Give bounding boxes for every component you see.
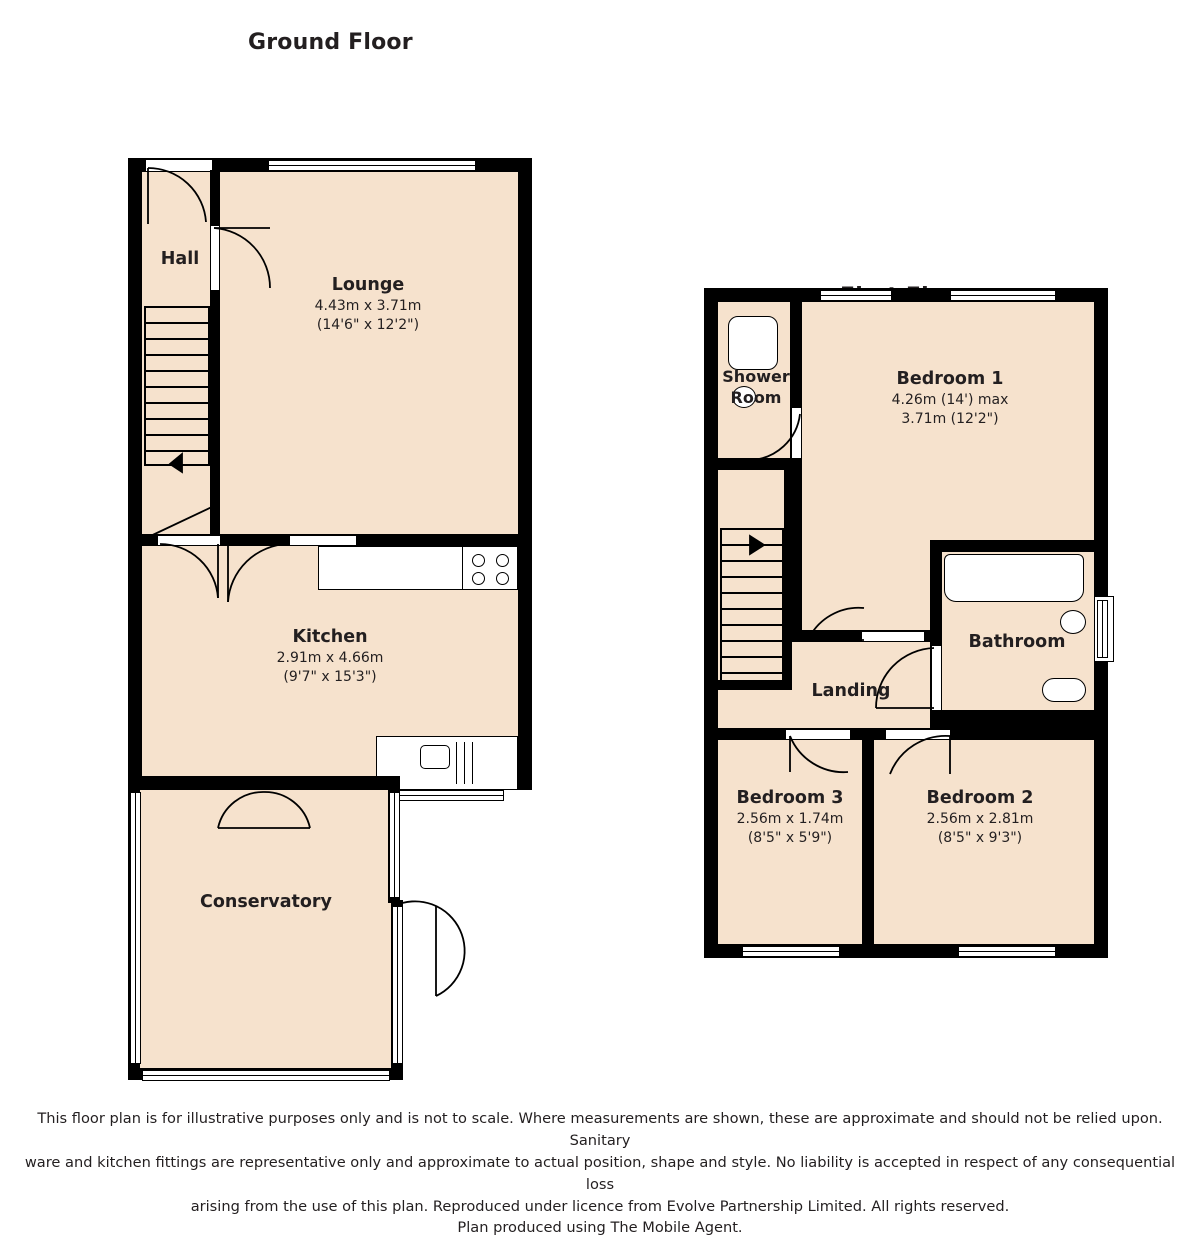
hall-splay — [140, 466, 216, 542]
lounge-name: Lounge — [331, 275, 405, 295]
bedroom3-dim-imperial: (8'5" x 5'9") — [747, 829, 833, 846]
lounge-kitchen-door-swing — [224, 542, 290, 604]
bedroom2-dim-imperial: (8'5" x 9'3") — [937, 829, 1023, 846]
bedroom1-door-swing — [806, 606, 868, 642]
shower-room-door-swing — [746, 412, 802, 462]
conservatory-exterior-door-swing — [392, 904, 444, 1000]
bedroom2-window — [958, 946, 1056, 957]
lounge-front-window — [268, 160, 476, 171]
shower-room-label — [702, 366, 810, 408]
kitchen-dim-metric: 2.91m x 4.66m — [276, 650, 384, 667]
bathroom-label — [942, 631, 1092, 654]
disclaimer-line-4: Plan produced using The Mobile Agent. — [457, 1219, 743, 1237]
bedroom2-top-wall — [930, 716, 1106, 728]
front-door-swing — [146, 166, 216, 226]
shower-room-name-line2: Room — [730, 388, 782, 408]
bath-tub — [944, 554, 1084, 602]
lounge-label — [248, 274, 488, 334]
stairwell-bottom-wall — [718, 680, 792, 690]
bedroom3-dim-metric: 2.56m x 1.74m — [736, 811, 844, 828]
conservatory-top-left — [128, 776, 220, 790]
bedroom3-label — [710, 787, 870, 847]
bedroom1-door-gap — [862, 632, 924, 641]
kitchen-drainer-2 — [464, 742, 465, 784]
hob-ring-3 — [472, 572, 485, 585]
bedroom1-name: Bedroom 1 — [896, 369, 1004, 389]
kitchen-rear-window — [396, 790, 504, 801]
shower-room-name-line1: Shower — [722, 367, 790, 386]
bathroom-window — [1097, 600, 1108, 658]
ff-wall-right-lower — [1094, 660, 1108, 958]
conservatory-name: Conservatory — [200, 892, 332, 912]
kitchen-label — [210, 626, 450, 686]
lounge-dim-imperial: (14'6" x 12'2") — [316, 316, 420, 333]
hob-ring-1 — [472, 554, 485, 567]
kitchen-hob — [462, 546, 518, 590]
bathroom-name: Bathroom — [968, 632, 1066, 652]
kitchen-sink — [420, 745, 450, 769]
hall-name: Hall — [160, 249, 200, 269]
kitchen-door-gap-b — [290, 536, 356, 545]
bedroom3-name: Bedroom 3 — [736, 788, 844, 808]
disclaimer-line-3: arising from the use of this plan. Reproduced under licence from Evolve Partnership Limited. All rights reserved. — [190, 1197, 1010, 1215]
bedroom3-window — [742, 946, 840, 957]
bathroom-top-wall — [930, 540, 1106, 552]
conservatory-window-right-upper — [389, 792, 400, 898]
kitchen-dim-imperial: (9'7" x 15'3") — [283, 668, 377, 685]
bedroom1-window-left — [820, 290, 892, 301]
hob-ring-2 — [496, 554, 509, 567]
bedroom2-label — [900, 787, 1060, 847]
disclaimer-line-1: This floor plan is for illustrative purposes only and is not to scale. Where measurements are shown, these are approximate and should not be relied upon. Sanitary — [37, 1110, 1163, 1149]
ground-floor-title: Ground Floor — [248, 30, 413, 55]
disclaimer-line-2: ware and kitchen fittings are representative only and approximate to actual position, shape and style. No liability is accepted in respect of any consequential loss — [24, 1153, 1176, 1193]
ground-floor-staircase — [144, 306, 210, 466]
disclaimer-text — [0, 1108, 1200, 1239]
bedroom1-dim-metric: 4.26m (14') max — [891, 392, 1009, 409]
kitchen-drainer-3 — [472, 742, 473, 784]
landing-name: Landing — [811, 681, 891, 701]
hob-ring-4 — [496, 572, 509, 585]
conservatory-label — [146, 891, 386, 914]
conservatory-window-bottom — [142, 1070, 390, 1081]
gf-wall-right — [518, 158, 532, 790]
bedroom1-window-right — [950, 290, 1056, 301]
hall-label — [135, 248, 225, 271]
bedroom2-door-swing — [886, 734, 952, 776]
kitchen-conservatory-door-swing — [216, 790, 312, 832]
kitchen-drainer-1 — [456, 742, 457, 784]
hall-kitchen-door-swing — [158, 542, 222, 602]
conservatory-top-right — [308, 776, 400, 790]
bedroom2-name: Bedroom 2 — [926, 788, 1034, 808]
conservatory-window-left — [130, 792, 141, 1064]
stairwell-right-wall — [784, 470, 792, 686]
first-floor-stair-arrow — [736, 534, 768, 556]
shower-tray — [728, 316, 778, 370]
kitchen-name: Kitchen — [292, 627, 368, 647]
bedroom1-label — [830, 368, 1070, 428]
bedroom3-door-swing — [788, 734, 852, 774]
bedroom1-dim-imperial: 3.71m (12'2") — [901, 410, 999, 427]
landing-label — [786, 680, 916, 703]
wash-basin — [1042, 678, 1086, 702]
bedroom2-dim-metric: 2.56m x 2.81m — [926, 811, 1034, 828]
lounge-dim-metric: 4.43m x 3.71m — [314, 298, 422, 315]
